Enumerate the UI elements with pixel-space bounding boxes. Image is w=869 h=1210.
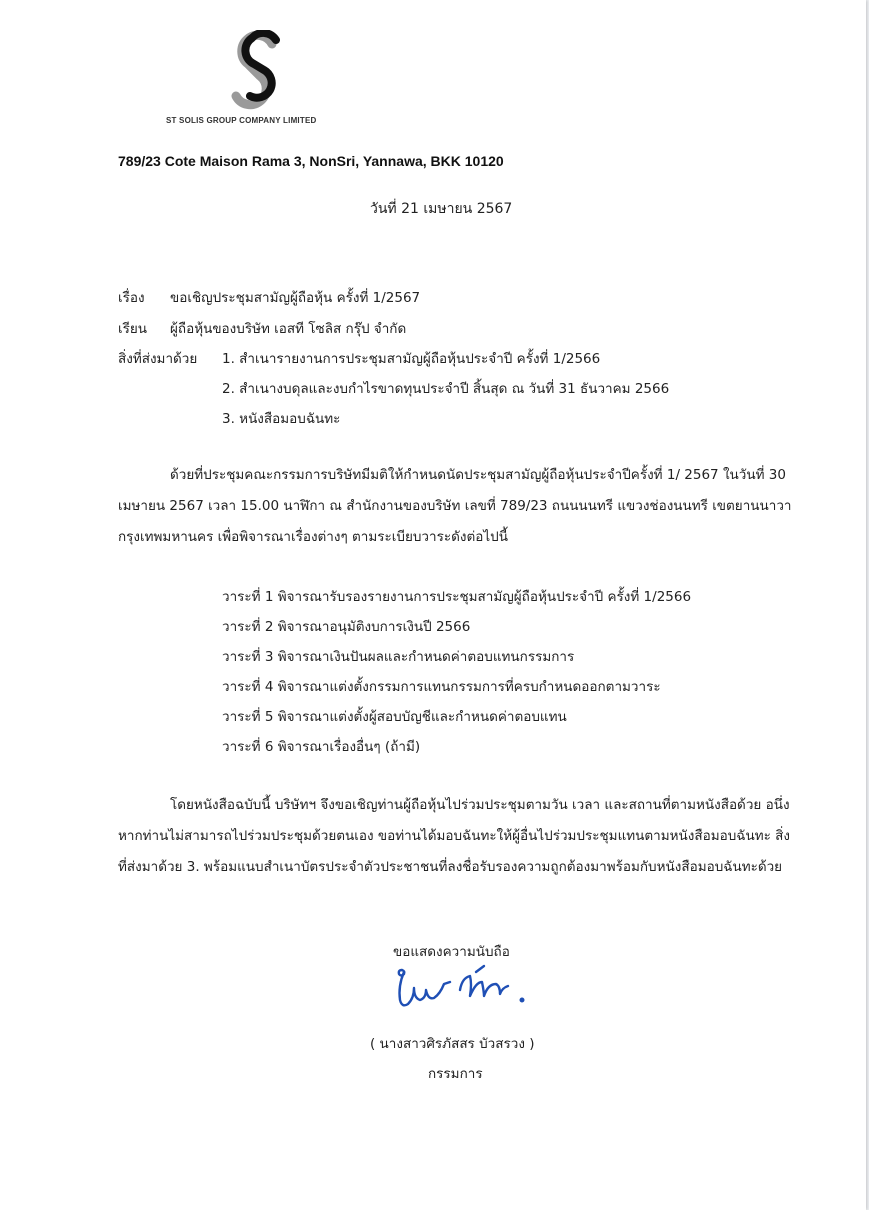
handwritten-signature [390, 960, 540, 1016]
signer-title: กรรมการ [428, 1066, 483, 1082]
recipient-label: เรียน [118, 321, 148, 337]
company-address: 789/23 Cote Maison Rama 3, NonSri, Yannawa, BKK 10120 [118, 153, 504, 169]
recipient-text: ผู้ถือหุ้นของบริษัท เอสที โซลิส กรุ๊ป จำกัด [170, 321, 407, 337]
company-logo-icon [214, 30, 294, 110]
agenda-item: วาระที่ 4 พิจารณาแต่งตั้งกรรมการแทนกรรมการที่ครบกำหนดออกตามวาระ [222, 679, 661, 695]
subject-text: ขอเชิญประชุมสามัญผู้ถือหุ้น ครั้งที่ 1/2567 [170, 290, 421, 306]
agenda-item: วาระที่ 3 พิจารณาเงินปันผลและกำหนดค่าตอบแทนกรรมการ [222, 649, 575, 665]
signer-name: ( นางสาวศิรภัสสร บัวสรวง ) [370, 1036, 535, 1052]
body-paragraph-1: ด้วยที่ประชุมคณะกรรมการบริษัทมีมติให้กำหนดนัดประชุมสามัญผู้ถือหุ้นประจำปีครั้งที่ 1/ 2567 ในวันที่ 30 เมษายน 2567 เวลา 15.00 นาฬิกา ณ สำนักงานของบริษัท เลขที่ 789/23 ถนนนนทรี แขวงช่องนนทรี เขตยานนาวา กรุงเทพมหานคร เพื่อพิจารณาเรื่องต่างๆ ตามระเบียบวาระดังต่อไปนี้ [118, 467, 792, 545]
subject-label: เรื่อง [118, 290, 145, 306]
enclosure-item: 2. สำเนางบดุลและงบกำไรขาดทุนประจำปี สิ้นสุด ณ วันที่ 31 ธันวาคม 2566 [222, 381, 670, 397]
company-name: ST SOLIS GROUP COMPANY LIMITED [166, 116, 317, 125]
agenda-item: วาระที่ 5 พิจารณาแต่งตั้งผู้สอบบัญชีและกำหนดค่าตอบแทน [222, 709, 567, 725]
agenda-item: วาระที่ 2 พิจารณาอนุมัติงบการเงินปี 2566 [222, 619, 471, 635]
closing-salutation: ขอแสดงความนับถือ [393, 944, 510, 960]
agenda-item: วาระที่ 1 พิจารณารับรองรายงานการประชุมสามัญผู้ถือหุ้นประจำปี ครั้งที่ 1/2566 [222, 589, 692, 605]
enclosure-item: 1. สำเนารายงานการประชุมสามัญผู้ถือหุ้นประจำปี ครั้งที่ 1/2566 [222, 351, 601, 367]
body-paragraph-2: โดยหนังสือฉบับนี้ บริษัทฯ จึงขอเชิญท่านผู้ถือหุ้นไปร่วมประชุมตามวัน เวลา และสถานที่ตามหนังสือด้วย อนึ่งหากท่านไม่สามารถไปร่วมประชุมด้วยตนเอง ขอท่านได้มอบฉันทะให้ผู้อื่นไปร่วมประชุมแทนตามหนังสือมอบฉันทะ สิ่งที่ส่งมาด้วย 3. พร้อมแนบสำเนาบัตรประจำตัวประชาชนที่ลงชื่อรับรองความถูกต้องมาพร้อมกับหนังสือมอบฉันทะด้วย [118, 797, 790, 875]
agenda-item: วาระที่ 6 พิจารณาเรื่องอื่นๆ (ถ้ามี) [222, 739, 421, 755]
enclosures-label: สิ่งที่ส่งมาด้วย [118, 351, 198, 367]
enclosure-item: 3. หนังสือมอบฉันทะ [222, 411, 341, 427]
letter-date: วันที่ 21 เมษายน 2567 [370, 201, 513, 217]
